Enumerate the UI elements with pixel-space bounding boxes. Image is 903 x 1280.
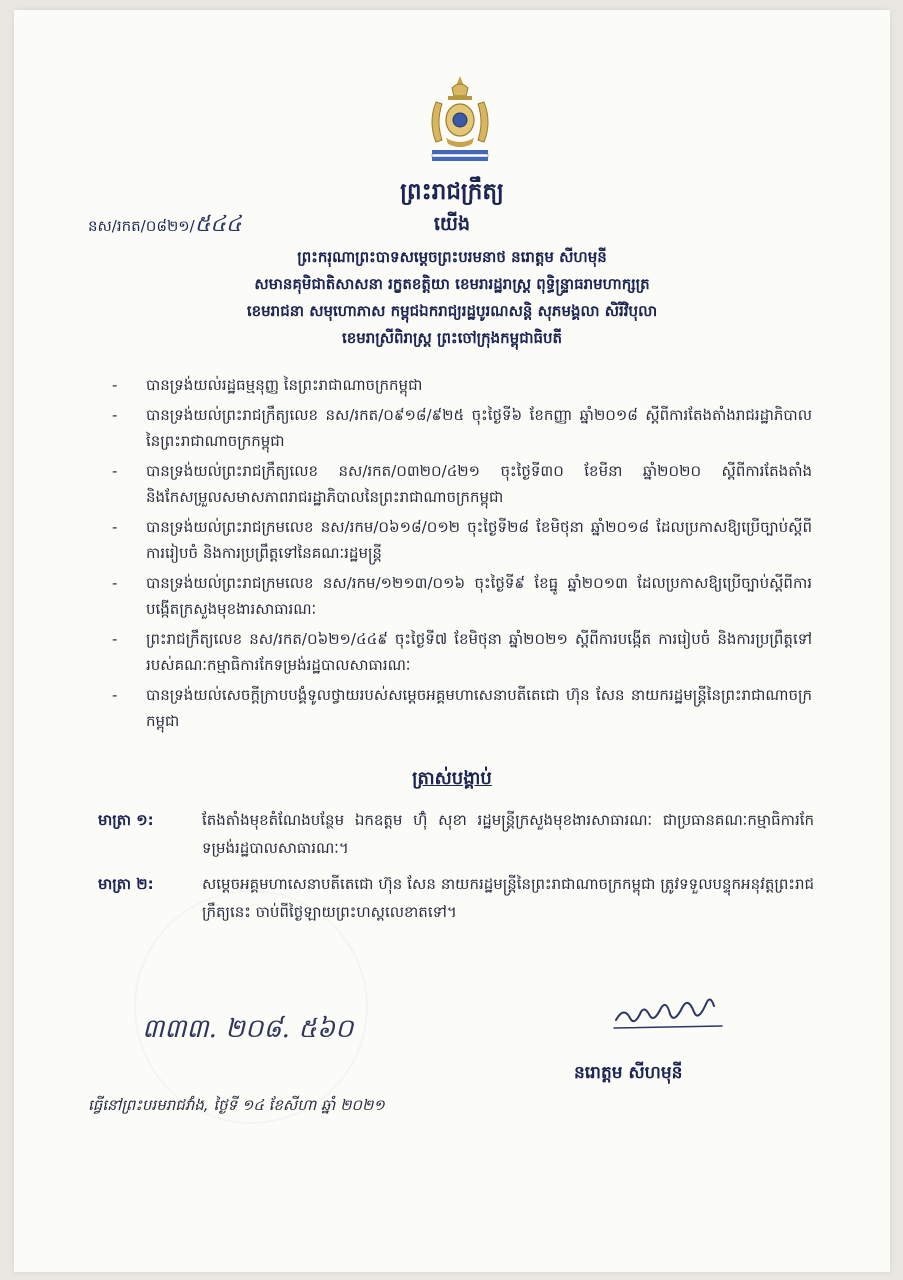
royal-coat-of-arms-icon xyxy=(422,72,498,164)
article-1 xyxy=(98,806,814,862)
handwritten-registration-number: ៣៣៣. ២០៨. ៥៦០ xyxy=(142,1014,354,1044)
consideration-text: បានទ្រង់យល់សេចក្តីក្រាបបង្គំទូលថ្វាយរបស់សម្តេចអគ្គមហាសេនាបតីតេជោ ហ៊ុន សែន នាយករដ្ឋមន្ត្រីនៃព្រះរាជាណាចក្រកម្ពុជា xyxy=(146,686,812,730)
royal-title-block xyxy=(14,244,890,352)
consideration-text: បានទ្រង់យល់ព្រះរាជក្រមលេខ នស/រកម/១២១៣/០១៦ ចុះថ្ងៃទី៩ ខែធ្នូ ឆ្នាំ២០១៣ ដែលប្រកាសឱ្យប្រើច្បាប់ស្តីពីការបង្កើតក្រសួងមុខងារសាធារណៈ xyxy=(146,574,812,618)
consideration-item: - បានទ្រង់យល់ព្រះរាជក្រឹត្យលេខ នស/រកត/០៩១៨/៩២៥ ចុះថ្ងៃទី៦ ខែកញ្ញា ឆ្នាំ២០១៨ ស្តីពីការតែងតាំងរាជរដ្ឋាភិបាលនៃព្រះរាជាណាចក្រកម្ពុជា xyxy=(112,402,812,454)
consideration-item: - បានទ្រង់យល់ព្រះរាជក្រមលេខ នស/រកម/១២១៣/០១៦ ចុះថ្ងៃទី៩ ខែធ្នូ ឆ្នាំ២០១៣ ដែលប្រកាសឱ្យប្រើច្បាប់ស្តីពីការបង្កើតក្រសួងមុខងារសាធារណៈ xyxy=(112,570,812,622)
royal-title-line: សមានគុមិជាតិសាសនា រក្ខតខត្តិយា ខេមរារដ្ឋរាស្ត្រ ពុទ្ធិន្ទ្រាធរាមហាក្សត្រ xyxy=(254,275,650,293)
article-label: មាត្រា ២: xyxy=(98,875,154,893)
consideration-item: - បានទ្រង់យល់រដ្ឋធម្មនុញ្ញ នៃព្រះរាជាណាចក្រកម្ពុជា xyxy=(112,372,812,398)
considerations-list xyxy=(112,372,812,738)
consideration-text: បានទ្រង់យល់ព្រះរាជក្រមលេខ នស/រកម/០៦១៨/០១២ ចុះថ្ងៃទី២៨ ខែមិថុនា ឆ្នាំ២០១៨ ដែលប្រកាសឱ្យប្រើច្បាប់ស្តីពីការរៀបចំ និងការប្រព្រឹត្តទៅនៃគណៈរដ្ឋមន្ត្រី xyxy=(146,518,812,562)
article-label: មាត្រា ១: xyxy=(98,811,154,829)
article-text: តែងតាំងមុខតំណែងបន្ថែម ឯកឧត្តម ហ៊ុំ សុខា រដ្ឋមន្ត្រីក្រសួងមុខងារសាធារណៈ ជាប្រធានគណៈកម្មាធិការកែទម្រង់រដ្ឋបាលសាធារណៈ។ xyxy=(202,811,814,857)
consideration-text: បានទ្រង់យល់ព្រះរាជក្រឹត្យលេខ នស/រកត/០៩១៨/៩២៥ ចុះថ្ងៃទី៦ ខែកញ្ញា ឆ្នាំ២០១៨ ស្តីពីការតែងតាំងរាជរដ្ឋាភិបាលនៃព្រះរាជាណាចក្រកម្ពុជា xyxy=(146,406,812,450)
royal-title-line: ព្រះករុណាព្រះបាទសម្តេចព្រះបរមនាថ នរោត្តម សីហមុនី xyxy=(297,248,607,266)
royal-title-line: ខេមរាស្រីពិរាស្ត្រ ព្រះចៅក្រុងកម្ពុជាធិបតី xyxy=(341,329,563,347)
consideration-item: - ព្រះរាជក្រឹត្យលេខ នស/រកត/០៦២១/៤៤៩ ចុះថ្ងៃទី៧ ខែមិថុនា ឆ្នាំ២០២១ ស្តីពីការបង្កើត ការរៀបចំ និងការប្រព្រឹត្តទៅរបស់គណៈកម្មាធិការកែទម្រង់រដ្ឋបាលសាធារណៈ xyxy=(112,626,812,678)
consideration-text: បានទ្រង់យល់រដ្ឋធម្មនុញ្ញ នៃព្រះរាជាណាចក្រកម្ពុជា xyxy=(146,376,423,394)
document-subtitle: យើង xyxy=(433,213,471,235)
royal-title-line: ខេមរាជនា សមុហោភាស កម្ពុជឯករាជ្យរដ្ឋបូរណសន្តិ សុភមង្គលា សិរីវិបុលា xyxy=(246,302,658,320)
faded-seal-mark xyxy=(134,890,368,1124)
consideration-text: បានទ្រង់យល់ព្រះរាជក្រឹត្យលេខ នស/រកត/០៣២០/៤២១ ចុះថ្ងៃទី៣០ ខែមីនា ឆ្នាំ២០២០ ស្តីពីការតែងតាំង និងកែសម្រួលសមាសភាពរាជរដ្ឋាភិបាលនៃព្រះរាជាណាចក្រកម្ពុជា xyxy=(146,462,812,506)
issue-date-line: ធ្វើនៅព្រះបរមរាជវាំង, ថ្ងៃទី ១៤ ខែសីហា ឆ្នាំ ២០២១ xyxy=(88,1096,385,1114)
consideration-item: - បានទ្រង់យល់ព្រះរាជក្រមលេខ នស/រកម/០៦១៨/០១២ ចុះថ្ងៃទី២៨ ខែមិថុនា ឆ្នាំ២០១៨ ដែលប្រកាសឱ្យប្រើច្បាប់ស្តីពីការរៀបចំ និងការប្រព្រឹត្តទៅនៃគណៈរដ្ឋមន្ត្រី xyxy=(112,514,812,566)
consideration-item: - បានទ្រង់យល់ព្រះរាជក្រឹត្យលេខ នស/រកត/០៣២០/៤២១ ចុះថ្ងៃទី៣០ ខែមីនា ឆ្នាំ២០២០ ស្តីពីការតែងតាំង និងកែសម្រួលសមាសភាពរាជរដ្ឋាភិបាលនៃព្រះរាជាណាចក្រកម្ពុជា xyxy=(112,458,812,510)
article-text: សម្តេចអគ្គមហាសេនាបតីតេជោ ហ៊ុន សែន នាយករដ្ឋមន្ត្រីនៃព្រះរាជាណាចក្រកម្ពុជា ត្រូវទទួលបន្ទុកអនុវត្តព្រះរាជក្រឹត្យនេះ ចាប់ពីថ្ងៃឡាយព្រះហស្តលេខាតទៅ។ xyxy=(202,875,814,921)
decree-heading: ត្រាស់បង្គាប់ xyxy=(412,768,492,789)
document-title: ព្រះរាជក្រឹត្យ xyxy=(400,179,504,205)
royal-signature-icon xyxy=(610,986,730,1036)
consideration-item: - បានទ្រង់យល់សេចក្តីក្រាបបង្គំទូលថ្វាយរបស់សម្តេចអគ្គមហាសេនាបតីតេជោ ហ៊ុន សែន នាយករដ្ឋមន្ត្រីនៃព្រះរាជាណាចក្រកម្ពុជា xyxy=(112,682,812,734)
consideration-text: ព្រះរាជក្រឹត្យលេខ នស/រកត/០៦២១/៤៤៩ ចុះថ្ងៃទី៧ ខែមិថុនា ឆ្នាំ២០២១ ស្តីពីការបង្កើត ការរៀបចំ និងការប្រព្រឹត្តទៅរបស់គណៈកម្មាធិការកែទម្រង់រដ្ឋបាលសាធារណៈ xyxy=(146,630,812,674)
document-page xyxy=(14,10,890,1272)
reference-number-handwritten: ៥៤៤ xyxy=(194,212,242,237)
reference-number-printed: នស/រកត/០៨២១/ xyxy=(88,217,195,235)
signer-name: នរោត្តម សីហមុនី xyxy=(574,1063,683,1083)
